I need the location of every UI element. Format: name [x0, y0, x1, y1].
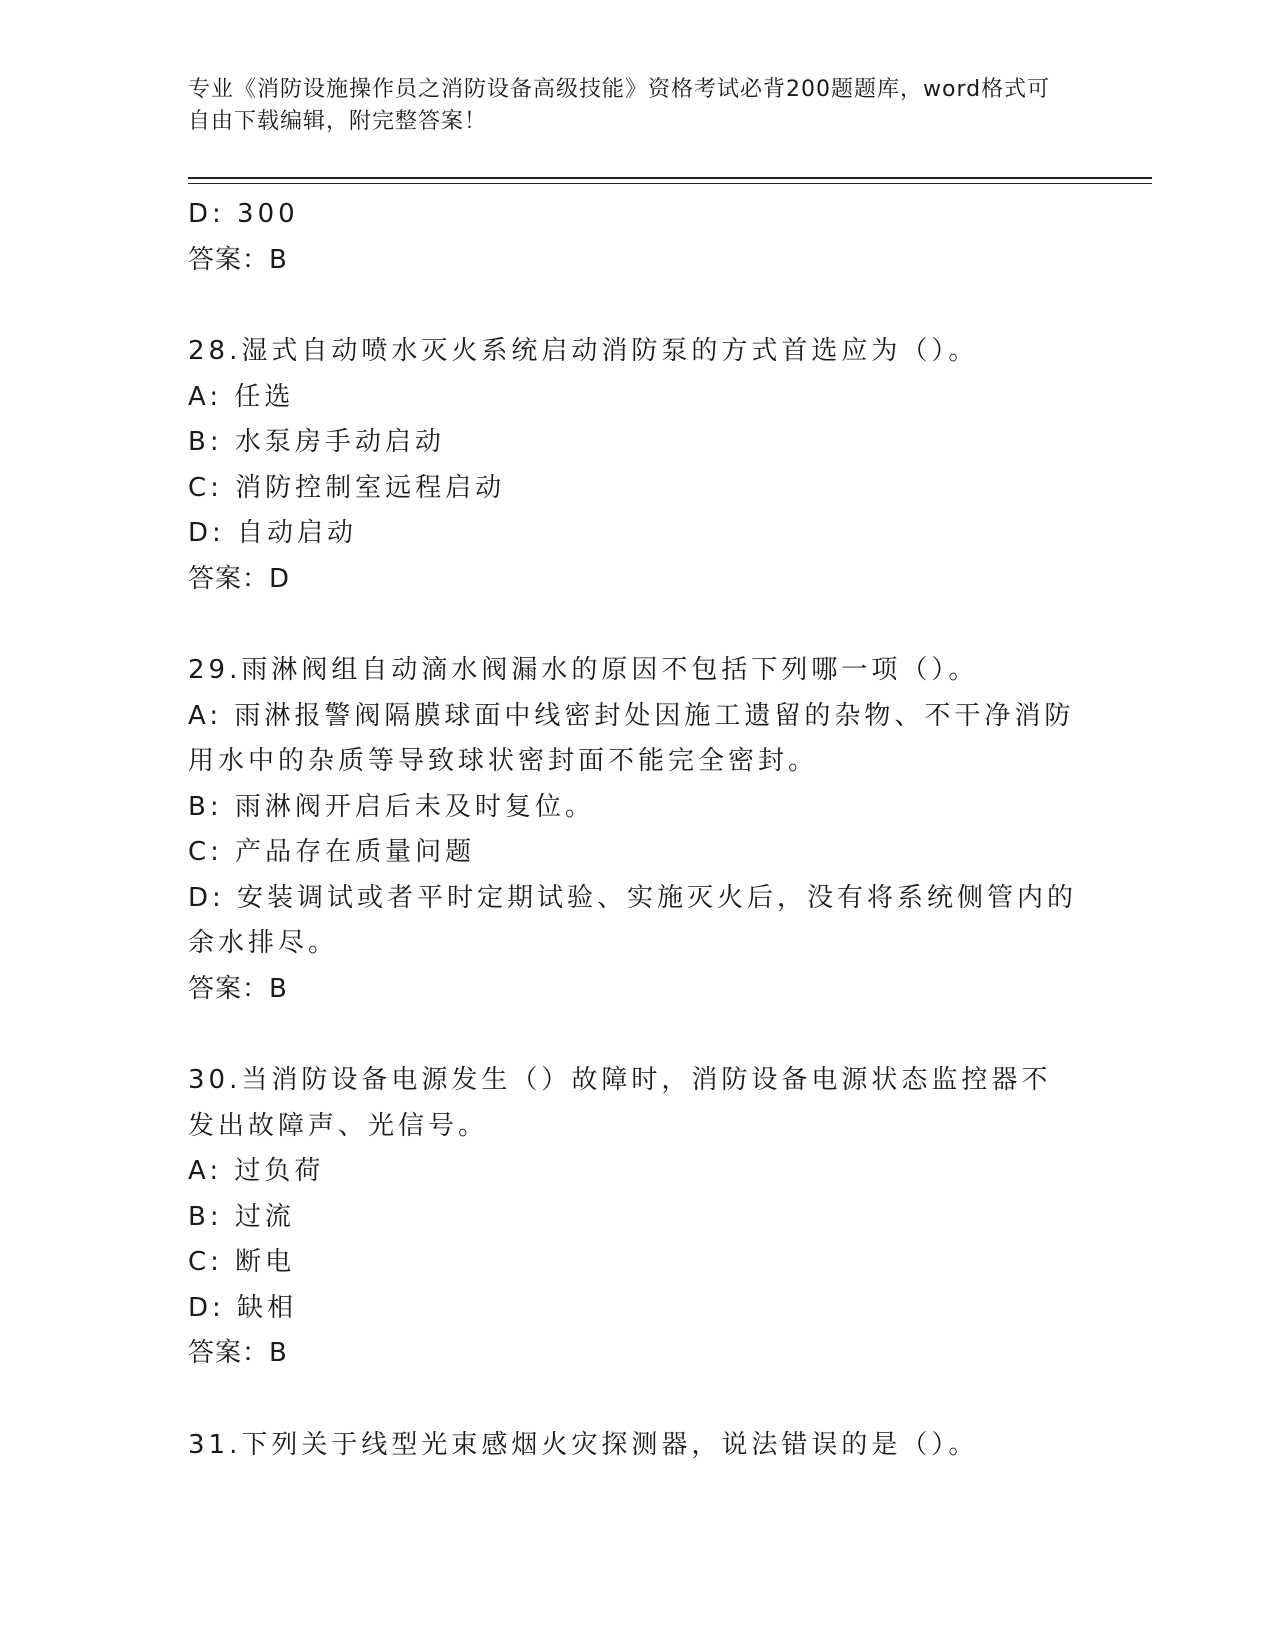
question-stem: 28.湿式自动喷水灭火系统启动消防泵的方式首选应为（）。 [188, 336, 979, 366]
question-30 [188, 1058, 1078, 1377]
question-stem: 30.当消防设备电源发生（）故障时，消防设备电源状态监控器不发出故障声、光信号。 [188, 1065, 1052, 1141]
document-header: 专业《消防设施操作员之消防设备高级技能》资格考试必背200题题库，word格式可自由下载编辑，附完整答案！ [188, 77, 1051, 134]
answer: 答案：D [188, 563, 291, 594]
option-a: A: 过负荷 [188, 1156, 325, 1186]
option-c: C: 消防控制室远程启动 [188, 472, 506, 503]
document-body [188, 192, 1078, 1468]
question-28 [188, 329, 1078, 602]
answer: 答案：B [188, 244, 288, 275]
option-d: D: 缺相 [188, 1292, 298, 1323]
header-rule-thin [188, 183, 1152, 184]
header-rule-thick [188, 177, 1152, 179]
spacer [188, 602, 1078, 648]
option-d: D: 300 [188, 199, 299, 229]
answer: 答案：B [188, 973, 288, 1004]
question-stem: 31.下列关于线型光束感烟火灾探测器，说法错误的是（）。 [188, 1429, 979, 1460]
question-31 [188, 1423, 1078, 1469]
option-d: D: 自动启动 [188, 518, 358, 548]
spacer [188, 1012, 1078, 1058]
option-a: A: 任选 [188, 381, 295, 412]
question-29 [188, 648, 1078, 1012]
option-b: B: 过流 [188, 1201, 295, 1232]
answer: 答案：B [188, 1338, 288, 1368]
option-c: C: 产品存在质量问题 [188, 837, 476, 867]
option-b: B: 水泵房手动启动 [188, 427, 445, 457]
spacer [188, 283, 1078, 329]
option-b: B: 雨淋阀开启后未及时复位。 [188, 791, 595, 822]
option-d: D: 安装调试或者平时定期试验、实施灭火后，没有将系统侧管内的余水排尽。 [188, 882, 1078, 958]
option-c: C: 断电 [188, 1247, 296, 1277]
question-stem: 29.雨淋阀组自动滴水阀漏水的原因不包括下列哪一项（）。 [188, 655, 979, 685]
option-a: A: 雨淋报警阀隔膜球面中线密封处因施工遗留的杂物、不干净消防用水中的杂质等导致球状密封面不能完全密封。 [188, 700, 1075, 776]
spacer [188, 1377, 1078, 1423]
